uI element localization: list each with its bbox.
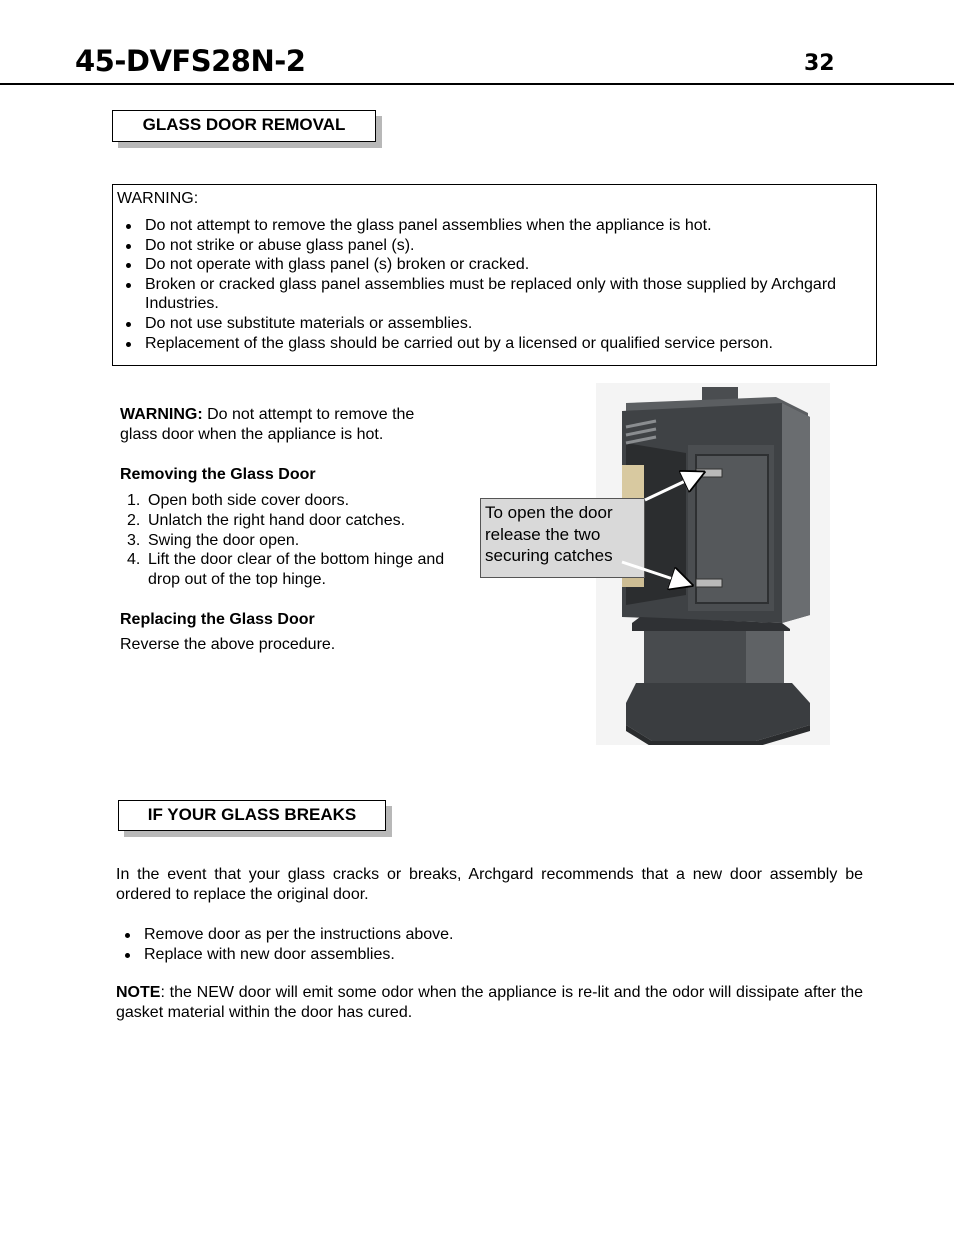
replacing-text: Reverse the above procedure. [120, 635, 336, 653]
model-number: 45-DVFS28N-2 [75, 44, 306, 78]
list-item: Do not use substitute materials or assemblies. [113, 314, 873, 334]
warning-list [113, 216, 873, 353]
warning-box-label: WARNING: [117, 190, 199, 207]
section-title-glass-door-removal: GLASS DOOR REMOVAL [112, 110, 376, 142]
list-item: Remove door as per the instructions above. [112, 925, 872, 945]
list-item: Do not operate with glass panel (s) broken or cracked. [113, 255, 873, 275]
glass-breaks-list [112, 925, 872, 964]
glass-breaks-intro: In the event that your glass cracks or breaks, Archgard recommends that a new door assembly be ordered to replace the original door. [116, 866, 863, 903]
list-item [120, 531, 450, 551]
removing-heading: Removing the Glass Door [120, 466, 316, 483]
inline-warning-text: Do not attempt to remove the glass door when the appliance is hot. [120, 406, 415, 443]
replacing-heading: Replacing the Glass Door [120, 610, 315, 628]
list-item [120, 550, 450, 590]
note-paragraph [116, 983, 863, 1023]
list-item [120, 511, 450, 531]
inline-warning [120, 405, 450, 445]
page-number: 32 [804, 51, 835, 76]
inline-warning-label: WARNING: [120, 406, 203, 423]
note-text: : the NEW door will emit some odor when the appliance is re-lit and the odor will dissipate after the gasket material within the door has cured. [116, 984, 863, 1021]
list-item: Replace with new door assemblies. [112, 945, 872, 965]
step-text: Swing the door open. [148, 531, 300, 549]
step-text: Lift the door clear of the bottom hinge and drop out of the top hinge. [148, 551, 445, 589]
note-text-wrapper [116, 983, 863, 1023]
step-text: Unlatch the right hand door catches. [148, 511, 406, 529]
note-label: NOTE [116, 984, 161, 1001]
instructions-column [120, 405, 450, 655]
step-number: 4. [127, 551, 141, 569]
list-item: Do not strike or abuse glass panel (s). [113, 236, 873, 256]
step-text: Open both side cover doors. [148, 492, 350, 509]
callout-box: To open the door release the two securing catches [480, 498, 645, 578]
step-number: 2. [127, 511, 141, 529]
step-number: 1. [127, 492, 141, 509]
removing-steps [120, 491, 450, 590]
section-title-if-glass-breaks: IF YOUR GLASS BREAKS [118, 800, 386, 831]
list-item [120, 491, 450, 511]
header-divider [0, 83, 954, 85]
list-item: Do not attempt to remove the glass panel assemblies when the appliance is hot. [113, 216, 873, 236]
list-item: Replacement of the glass should be carried out by a licensed or qualified service person. [113, 334, 873, 354]
warning-box [112, 184, 877, 366]
list-item: Broken or cracked glass panel assemblies must be replaced only with those supplied by Archgard Industries. [113, 275, 873, 314]
step-number: 3. [127, 531, 141, 549]
